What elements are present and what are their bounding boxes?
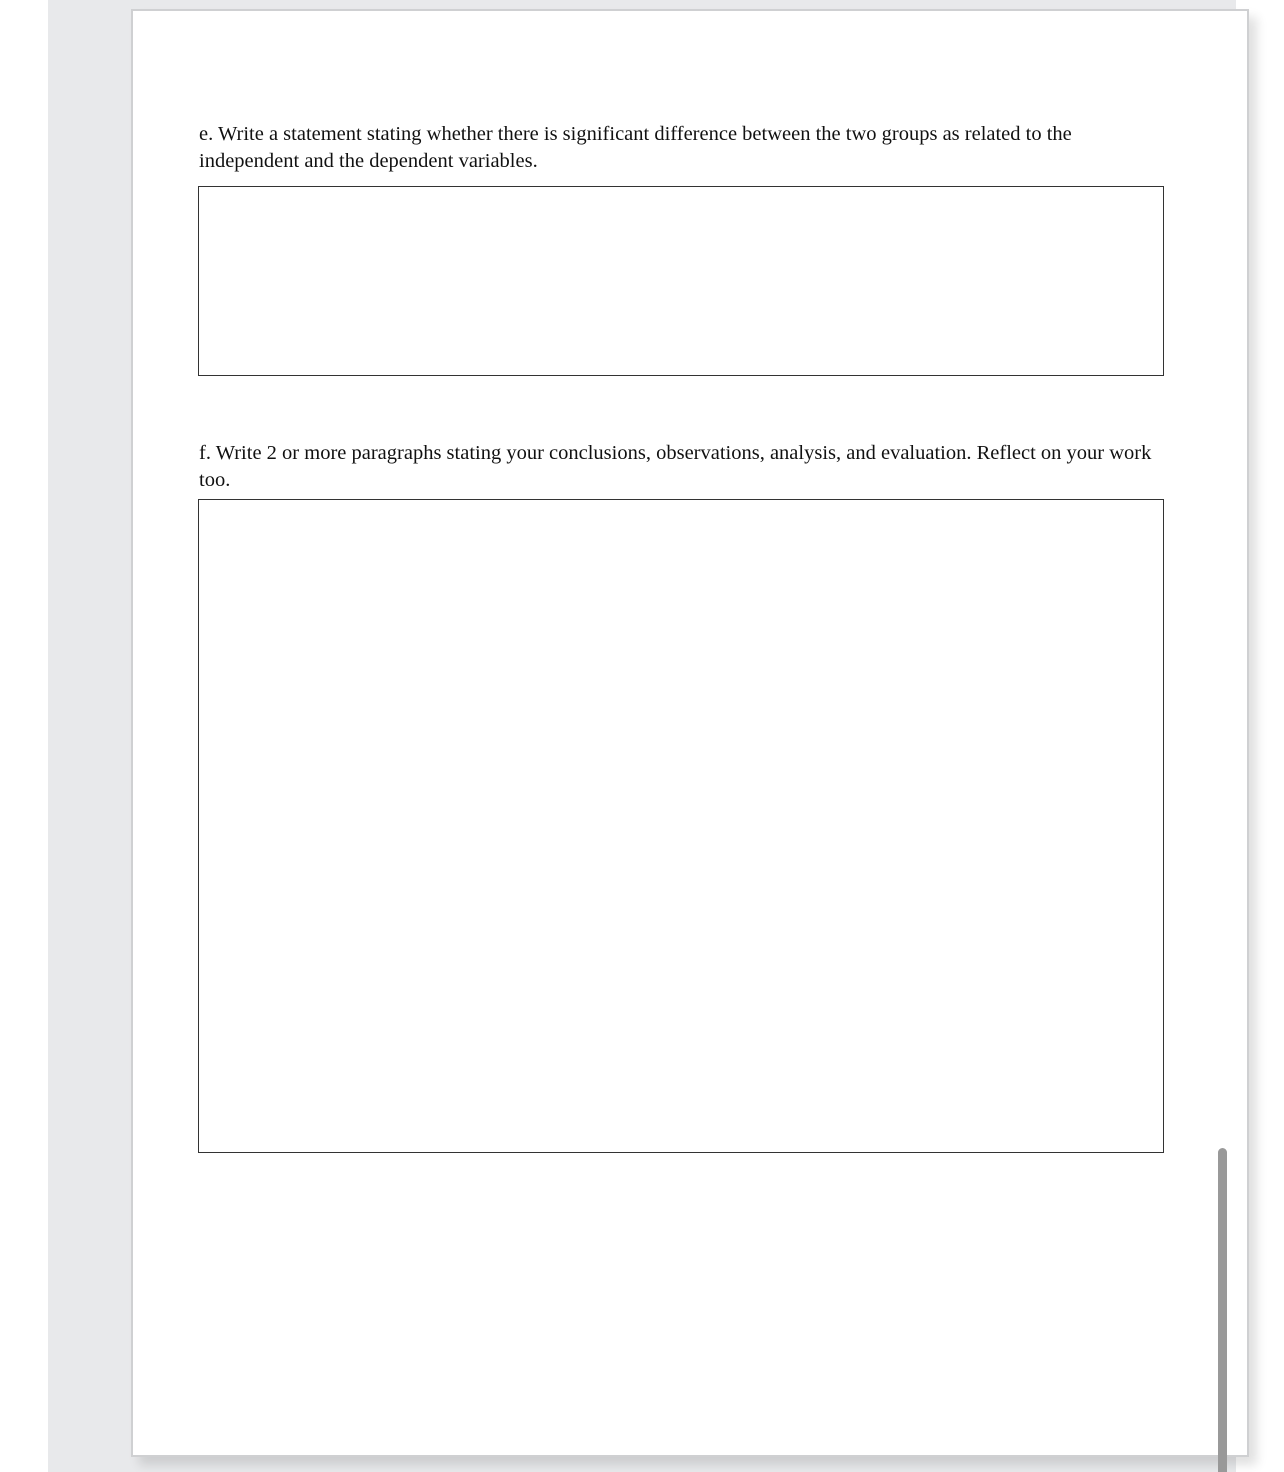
question-e-text: e. Write a statement stating whether there is significant difference between the two groups as related to the independent and the dependent variables. — [199, 123, 1072, 172]
vertical-scrollbar[interactable] — [1218, 1148, 1227, 1472]
answer-e-box[interactable] — [198, 186, 1164, 376]
document-viewer — [48, 0, 1236, 1472]
answer-f-box[interactable] — [198, 499, 1164, 1153]
document-page — [131, 9, 1249, 1457]
question-f-text: f. Write 2 or more paragraphs stating your conclusions, observations, analysis, and evaluation. Reflect on your work too. — [199, 442, 1152, 491]
